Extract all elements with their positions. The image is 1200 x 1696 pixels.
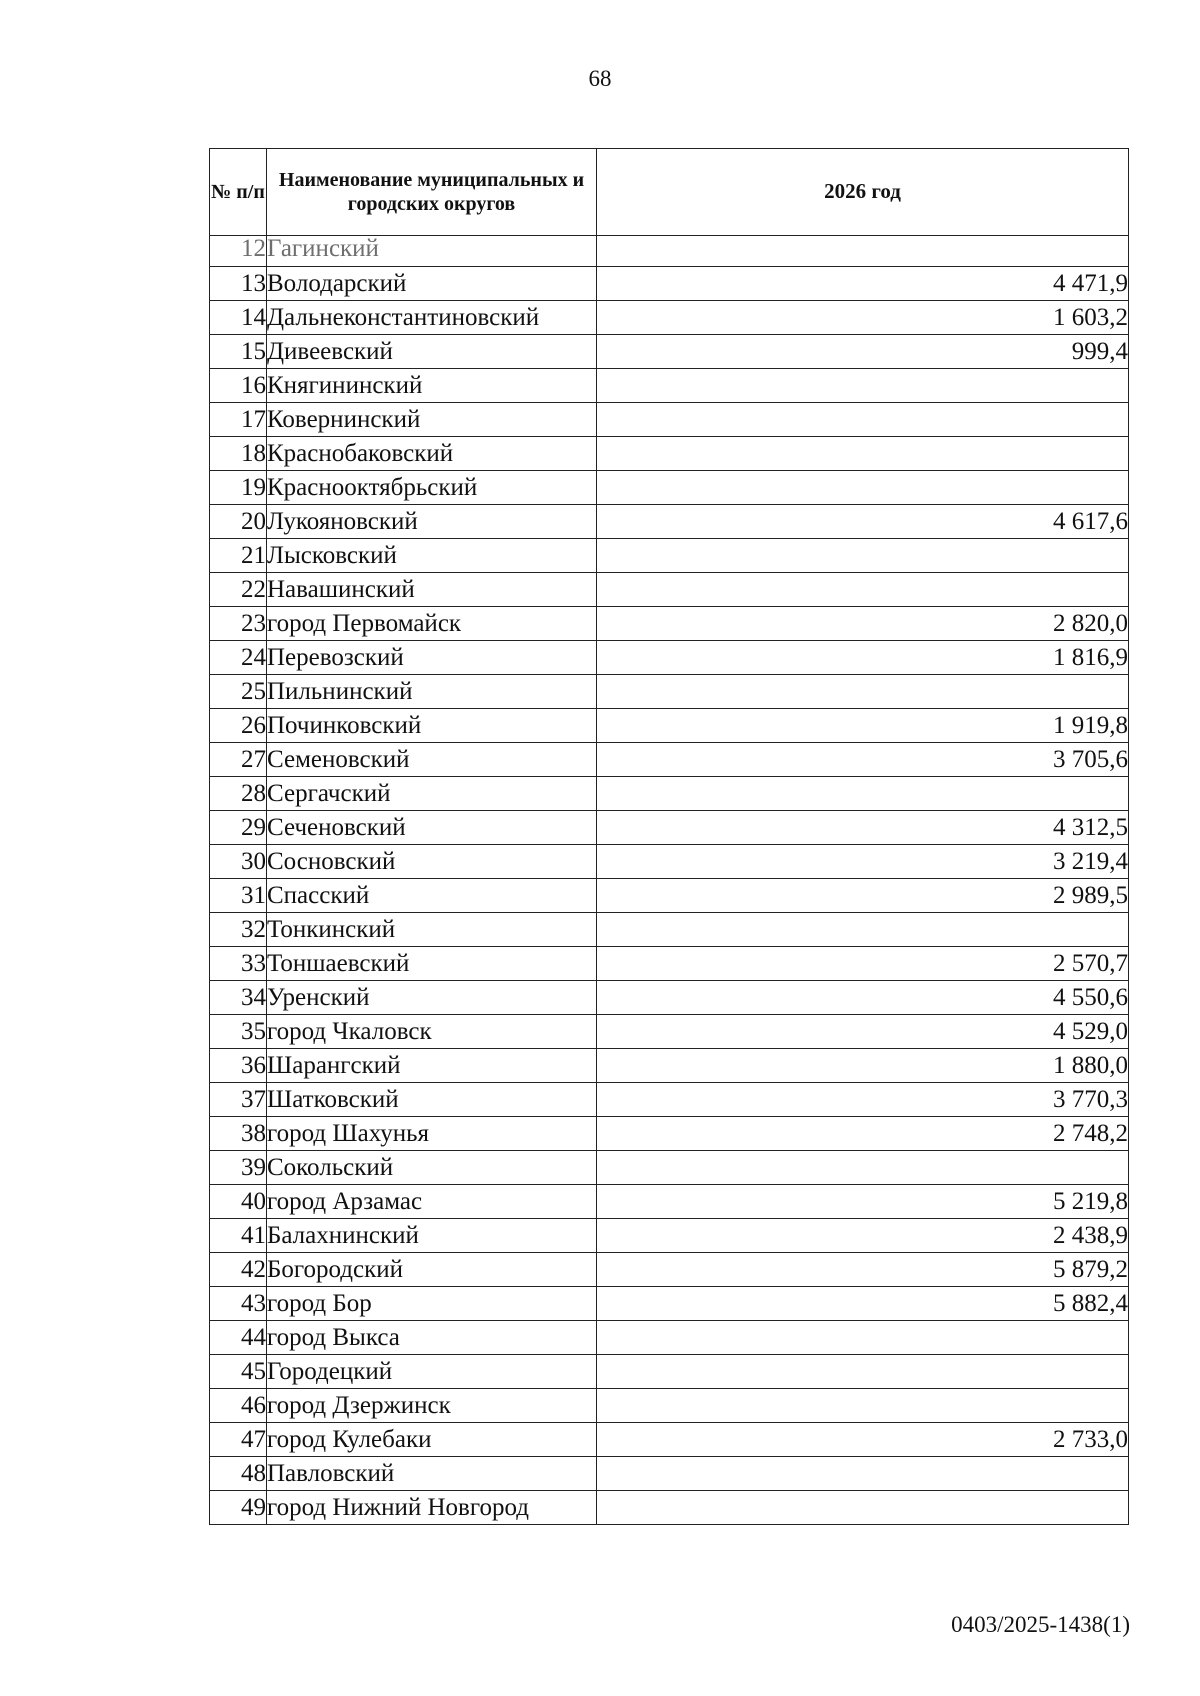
- row-number: 48: [210, 1457, 267, 1491]
- row-value: 5 882,4: [597, 1287, 1129, 1321]
- table-row: [210, 1185, 1129, 1219]
- row-number: 25: [210, 675, 267, 709]
- table-row: [210, 1117, 1129, 1151]
- table-row: [210, 1083, 1129, 1117]
- row-number: 23: [210, 607, 267, 641]
- table-row: [210, 539, 1129, 573]
- row-name: Починковский: [267, 709, 597, 743]
- row-number: 47: [210, 1423, 267, 1457]
- table-row: [210, 845, 1129, 879]
- row-number: 46: [210, 1389, 267, 1423]
- row-name: Богородский: [267, 1253, 597, 1287]
- row-name: Навашинский: [267, 573, 597, 607]
- row-name: город Чкаловск: [267, 1015, 597, 1049]
- row-number: 24: [210, 641, 267, 675]
- row-name: город Дзержинск: [267, 1389, 597, 1423]
- row-name: город Выкса: [267, 1321, 597, 1355]
- row-value: [597, 471, 1129, 505]
- row-number: 28: [210, 777, 267, 811]
- row-name: Гагинский: [267, 236, 597, 267]
- row-number: 49: [210, 1491, 267, 1525]
- row-number: 44: [210, 1321, 267, 1355]
- row-name: Володарский: [267, 267, 597, 301]
- row-value: 1 816,9: [597, 641, 1129, 675]
- table-row: [210, 1423, 1129, 1457]
- row-value: [597, 1355, 1129, 1389]
- table-row: [210, 1389, 1129, 1423]
- row-number: 16: [210, 369, 267, 403]
- table-row: [210, 947, 1129, 981]
- row-value: 5 879,2: [597, 1253, 1129, 1287]
- table-row: [210, 709, 1129, 743]
- row-value: 1 880,0: [597, 1049, 1129, 1083]
- table-row: [210, 335, 1129, 369]
- row-value: 1 919,8: [597, 709, 1129, 743]
- row-name: город Кулебаки: [267, 1423, 597, 1457]
- table-row: [210, 437, 1129, 471]
- table-row: [210, 1151, 1129, 1185]
- row-number: 12: [210, 236, 267, 267]
- row-value: [597, 437, 1129, 471]
- row-number: 27: [210, 743, 267, 777]
- table-header: [210, 149, 1129, 236]
- row-value: 2 570,7: [597, 947, 1129, 981]
- row-value: 4 529,0: [597, 1015, 1129, 1049]
- row-value: [597, 1151, 1129, 1185]
- row-value: 999,4: [597, 335, 1129, 369]
- row-name: Тонкинский: [267, 913, 597, 947]
- header-value: 2026 год: [597, 149, 1129, 236]
- row-name: Дивеевский: [267, 335, 597, 369]
- row-name: город Шахунья: [267, 1117, 597, 1151]
- row-value: [597, 539, 1129, 573]
- row-number: 26: [210, 709, 267, 743]
- table-row: [210, 1219, 1129, 1253]
- row-number: 30: [210, 845, 267, 879]
- row-number: 17: [210, 403, 267, 437]
- row-name: Лысковский: [267, 539, 597, 573]
- row-number: 32: [210, 913, 267, 947]
- row-name: город Арзамас: [267, 1185, 597, 1219]
- row-number: 18: [210, 437, 267, 471]
- table-row: [210, 1287, 1129, 1321]
- row-number: 39: [210, 1151, 267, 1185]
- header-name: Наименование муниципальных и городских округов: [267, 149, 597, 236]
- row-name: Шарангский: [267, 1049, 597, 1083]
- table-row: [210, 879, 1129, 913]
- row-value: 2 733,0: [597, 1423, 1129, 1457]
- table-row: [210, 913, 1129, 947]
- row-value: 4 471,9: [597, 267, 1129, 301]
- row-value: 3 219,4: [597, 845, 1129, 879]
- row-value: 4 312,5: [597, 811, 1129, 845]
- row-number: 45: [210, 1355, 267, 1389]
- table-row: [210, 573, 1129, 607]
- row-name: Павловский: [267, 1457, 597, 1491]
- row-number: 15: [210, 335, 267, 369]
- row-name: Балахнинский: [267, 1219, 597, 1253]
- table-row: [210, 267, 1129, 301]
- row-value: 2 748,2: [597, 1117, 1129, 1151]
- row-name: город Нижний Новгород: [267, 1491, 597, 1525]
- row-number: 19: [210, 471, 267, 505]
- table-row: [210, 505, 1129, 539]
- row-name: Шатковский: [267, 1083, 597, 1117]
- row-value: [597, 913, 1129, 947]
- row-number: 34: [210, 981, 267, 1015]
- row-name: Лукояновский: [267, 505, 597, 539]
- row-name: Семеновский: [267, 743, 597, 777]
- row-value: 2 989,5: [597, 879, 1129, 913]
- row-value: [597, 1491, 1129, 1525]
- table-row: [210, 1457, 1129, 1491]
- row-value: [597, 236, 1129, 267]
- table-row: [210, 1253, 1129, 1287]
- table-row: [210, 811, 1129, 845]
- row-name: Сокольский: [267, 1151, 597, 1185]
- table-row: [210, 1355, 1129, 1389]
- table-row: [210, 301, 1129, 335]
- row-name: Княгининский: [267, 369, 597, 403]
- row-number: 37: [210, 1083, 267, 1117]
- row-number: 40: [210, 1185, 267, 1219]
- row-name: Краснооктябрьский: [267, 471, 597, 505]
- row-value: [597, 777, 1129, 811]
- table-row: [210, 641, 1129, 675]
- page-number: 68: [588, 66, 612, 91]
- row-value: 2 820,0: [597, 607, 1129, 641]
- table-row: [210, 981, 1129, 1015]
- row-number: 41: [210, 1219, 267, 1253]
- header-num: № п/п: [210, 149, 267, 236]
- row-name: Уренский: [267, 981, 597, 1015]
- row-name: Ковернинский: [267, 403, 597, 437]
- table-row: [210, 675, 1129, 709]
- table-row: [210, 369, 1129, 403]
- row-number: 43: [210, 1287, 267, 1321]
- row-name: Краснобаковский: [267, 437, 597, 471]
- row-value: [597, 1457, 1129, 1491]
- row-number: 36: [210, 1049, 267, 1083]
- row-value: 4 550,6: [597, 981, 1129, 1015]
- row-value: [597, 369, 1129, 403]
- table-row: [210, 1015, 1129, 1049]
- row-name: Тоншаевский: [267, 947, 597, 981]
- row-number: 21: [210, 539, 267, 573]
- row-number: 29: [210, 811, 267, 845]
- data-table: [209, 148, 1129, 1525]
- row-value: 5 219,8: [597, 1185, 1129, 1219]
- row-value: 1 603,2: [597, 301, 1129, 335]
- row-name: Сосновский: [267, 845, 597, 879]
- row-name: Дальнеконстантиновский: [267, 301, 597, 335]
- row-number: 38: [210, 1117, 267, 1151]
- row-name: Городецкий: [267, 1355, 597, 1389]
- row-number: 33: [210, 947, 267, 981]
- row-number: 35: [210, 1015, 267, 1049]
- row-name: Пильнинский: [267, 675, 597, 709]
- table-row: [210, 1491, 1129, 1525]
- row-value: [597, 1389, 1129, 1423]
- row-number: 13: [210, 267, 267, 301]
- table-row: [210, 1049, 1129, 1083]
- table-row: [210, 743, 1129, 777]
- row-number: 22: [210, 573, 267, 607]
- row-value: [597, 1321, 1129, 1355]
- document-code: 0403/2025-1438(1): [951, 1612, 1130, 1637]
- row-value: 2 438,9: [597, 1219, 1129, 1253]
- row-number: 20: [210, 505, 267, 539]
- row-number: 31: [210, 879, 267, 913]
- table-row: [210, 236, 1129, 267]
- table-row: [210, 471, 1129, 505]
- row-name: город Бор: [267, 1287, 597, 1321]
- table-row: [210, 1321, 1129, 1355]
- row-number: 14: [210, 301, 267, 335]
- table-row: [210, 403, 1129, 437]
- row-name: Перевозский: [267, 641, 597, 675]
- table-row: [210, 777, 1129, 811]
- row-value: [597, 675, 1129, 709]
- row-value: 3 770,3: [597, 1083, 1129, 1117]
- row-value: [597, 573, 1129, 607]
- row-name: город Первомайск: [267, 607, 597, 641]
- table-row: [210, 607, 1129, 641]
- row-value: [597, 403, 1129, 437]
- row-name: Сергачский: [267, 777, 597, 811]
- row-value: 4 617,6: [597, 505, 1129, 539]
- row-value: 3 705,6: [597, 743, 1129, 777]
- table-body: [210, 236, 1129, 1525]
- row-name: Сеченовский: [267, 811, 597, 845]
- row-name: Спасский: [267, 879, 597, 913]
- row-number: 42: [210, 1253, 267, 1287]
